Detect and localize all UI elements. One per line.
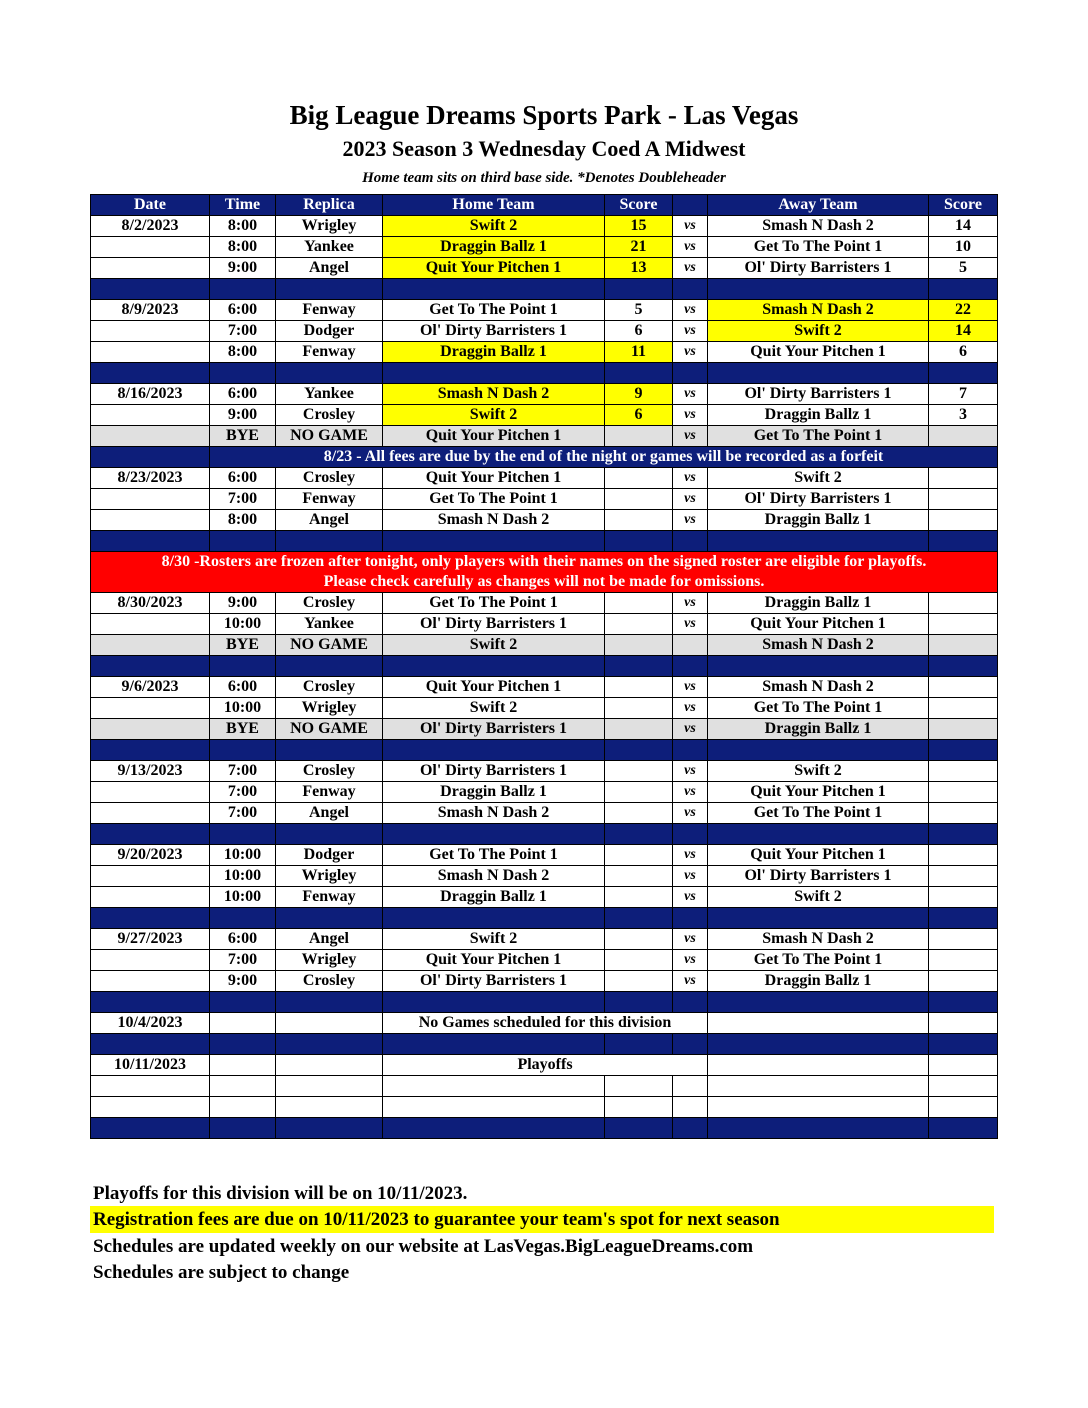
home-team-cell: Quit Your Pitchen 1 <box>383 677 605 698</box>
separator-row <box>91 531 998 552</box>
home-team-cell: Smash N Dash 2 <box>383 384 605 405</box>
replica-cell: Wrigley <box>276 866 383 887</box>
vs-cell: vs <box>673 845 708 866</box>
away-team-cell: Swift 2 <box>708 321 929 342</box>
table-row <box>91 1055 998 1076</box>
vs-cell: vs <box>673 489 708 510</box>
home-score-cell <box>605 635 673 656</box>
replica-cell: NO GAME <box>276 635 383 656</box>
away-score-cell <box>929 614 998 635</box>
home-score-cell <box>605 510 673 531</box>
table-row <box>91 405 998 426</box>
replica-cell: Crosley <box>276 971 383 992</box>
home-score-cell <box>605 677 673 698</box>
date-cell: 10/4/2023 <box>91 1013 210 1034</box>
blank-row <box>91 1076 998 1097</box>
date-cell <box>91 971 210 992</box>
home-team-cell: Quit Your Pitchen 1 <box>383 950 605 971</box>
away-team-cell: Quit Your Pitchen 1 <box>708 782 929 803</box>
table-row <box>91 342 998 363</box>
date-cell <box>91 405 210 426</box>
col-header-away-team: Away Team <box>708 195 929 216</box>
time-cell: 8:00 <box>210 216 276 237</box>
date-cell <box>91 803 210 824</box>
away-team-cell: Get To The Point 1 <box>708 237 929 258</box>
home-score-cell <box>605 866 673 887</box>
time-cell: 7:00 <box>210 321 276 342</box>
away-score-cell <box>929 698 998 719</box>
home-team-cell: Quit Your Pitchen 1 <box>383 468 605 489</box>
away-team-cell: Smash N Dash 2 <box>708 677 929 698</box>
home-team-cell: Draggin Ballz 1 <box>383 887 605 908</box>
away-team-cell: Get To The Point 1 <box>708 803 929 824</box>
away-score-cell: 5 <box>929 258 998 279</box>
schedule-table <box>90 194 998 1139</box>
replica-cell: Angel <box>276 929 383 950</box>
table-row <box>91 593 998 614</box>
replica-cell: Fenway <box>276 782 383 803</box>
home-score-cell <box>605 426 673 447</box>
footer-change-note: Schedules are subject to change <box>93 1262 350 1283</box>
replica-cell: Crosley <box>276 761 383 782</box>
roster-alert-line: 8/30 -Rosters are frozen after tonight, only players with their names on the signed roster are eligible for playoffs. <box>161 553 927 570</box>
date-cell <box>91 510 210 531</box>
table-row <box>91 677 998 698</box>
away-score-cell: 14 <box>929 216 998 237</box>
vs-cell: vs <box>673 803 708 824</box>
away-team-cell: Draggin Ballz 1 <box>708 971 929 992</box>
time-cell: BYE <box>210 719 276 740</box>
separator-row <box>91 279 998 300</box>
vs-cell: vs <box>673 887 708 908</box>
replica-cell: Fenway <box>276 342 383 363</box>
date-cell: 9/6/2023 <box>91 677 210 698</box>
vs-cell: vs <box>673 593 708 614</box>
vs-cell: vs <box>673 384 708 405</box>
date-cell <box>91 258 210 279</box>
away-score-cell <box>929 677 998 698</box>
replica-cell: Fenway <box>276 887 383 908</box>
table-row <box>91 803 998 824</box>
away-team-cell: Smash N Dash 2 <box>708 929 929 950</box>
date-cell <box>91 342 210 363</box>
home-score-cell: 5 <box>605 300 673 321</box>
bye-row <box>91 426 998 447</box>
table-row <box>91 489 998 510</box>
date-cell <box>91 237 210 258</box>
date-cell: 10/11/2023 <box>91 1055 210 1076</box>
separator-row <box>91 824 998 845</box>
table-header-row <box>91 195 998 216</box>
replica-cell: Yankee <box>276 384 383 405</box>
vs-cell: vs <box>673 321 708 342</box>
time-cell: 7:00 <box>210 761 276 782</box>
vs-cell: vs <box>673 237 708 258</box>
away-score-cell: 7 <box>929 384 998 405</box>
vs-cell: vs <box>673 866 708 887</box>
away-team-cell: Draggin Ballz 1 <box>708 593 929 614</box>
home-score-cell <box>605 489 673 510</box>
time-cell: 9:00 <box>210 405 276 426</box>
away-score-cell <box>929 887 998 908</box>
time-cell: 8:00 <box>210 237 276 258</box>
table-row <box>91 761 998 782</box>
table-row <box>91 782 998 803</box>
footer-website-note: Schedules are updated weekly on our website at LasVegas.BigLeagueDreams.com <box>93 1236 754 1257</box>
away-score-cell <box>929 489 998 510</box>
date-cell: 9/27/2023 <box>91 929 210 950</box>
time-cell: 10:00 <box>210 845 276 866</box>
schedule-note: Home team sits on third base side. *Denotes Doubleheader <box>362 170 726 186</box>
date-cell <box>91 950 210 971</box>
home-score-cell: 15 <box>605 216 673 237</box>
date-cell <box>91 887 210 908</box>
bye-row <box>91 635 998 656</box>
home-team-cell: Swift 2 <box>383 216 605 237</box>
date-cell <box>91 614 210 635</box>
away-team-cell: Smash N Dash 2 <box>708 216 929 237</box>
span-note: No Games scheduled for this division <box>383 1013 708 1034</box>
away-team-cell: Get To The Point 1 <box>708 426 929 447</box>
home-score-cell <box>605 468 673 489</box>
table-row <box>91 468 998 489</box>
time-cell: BYE <box>210 635 276 656</box>
replica-cell: Yankee <box>276 237 383 258</box>
table-row <box>91 510 998 531</box>
home-team-cell: Draggin Ballz 1 <box>383 237 605 258</box>
away-team-cell: Smash N Dash 2 <box>708 300 929 321</box>
date-cell: 8/23/2023 <box>91 468 210 489</box>
away-team-cell: Draggin Ballz 1 <box>708 510 929 531</box>
replica-cell: Dodger <box>276 321 383 342</box>
away-score-cell: 22 <box>929 300 998 321</box>
away-score-cell <box>929 950 998 971</box>
replica-cell: Crosley <box>276 405 383 426</box>
home-team-cell: Get To The Point 1 <box>383 300 605 321</box>
time-cell: 7:00 <box>210 489 276 510</box>
separator-row <box>91 992 998 1013</box>
home-team-cell: Ol' Dirty Barristers 1 <box>383 761 605 782</box>
home-score-cell <box>605 719 673 740</box>
date-cell <box>91 489 210 510</box>
replica-cell: Crosley <box>276 468 383 489</box>
schedule-body <box>91 216 998 1139</box>
home-team-cell: Smash N Dash 2 <box>383 803 605 824</box>
time-cell: BYE <box>210 426 276 447</box>
away-score-cell <box>929 929 998 950</box>
fees-notice-row <box>91 447 998 468</box>
date-cell: 8/30/2023 <box>91 593 210 614</box>
vs-cell: vs <box>673 719 708 740</box>
away-team-cell: Draggin Ballz 1 <box>708 719 929 740</box>
home-score-cell <box>605 782 673 803</box>
time-cell: 7:00 <box>210 782 276 803</box>
table-row <box>91 614 998 635</box>
vs-cell: vs <box>673 342 708 363</box>
away-team-cell: Quit Your Pitchen 1 <box>708 845 929 866</box>
col-header-away-score: Score <box>929 195 998 216</box>
home-score-cell: 9 <box>605 384 673 405</box>
date-cell <box>91 698 210 719</box>
away-score-cell: 14 <box>929 321 998 342</box>
away-score-cell <box>929 845 998 866</box>
home-score-cell <box>605 929 673 950</box>
time-cell: 10:00 <box>210 866 276 887</box>
date-cell: 8/2/2023 <box>91 216 210 237</box>
separator-row <box>91 363 998 384</box>
replica-cell: Crosley <box>276 677 383 698</box>
replica-cell: NO GAME <box>276 719 383 740</box>
replica-cell: Angel <box>276 258 383 279</box>
col-header-home-score: Score <box>605 195 673 216</box>
time-cell: 9:00 <box>210 971 276 992</box>
home-score-cell: 11 <box>605 342 673 363</box>
separator-row <box>91 908 998 929</box>
bye-row <box>91 719 998 740</box>
vs-cell: vs <box>673 300 708 321</box>
vs-cell <box>673 635 708 656</box>
time-cell: 9:00 <box>210 258 276 279</box>
away-score-cell: 6 <box>929 342 998 363</box>
span-note: Playoffs <box>383 1055 708 1076</box>
away-team-cell: Quit Your Pitchen 1 <box>708 614 929 635</box>
home-team-cell: Get To The Point 1 <box>383 845 605 866</box>
home-score-cell <box>605 845 673 866</box>
away-score-cell <box>929 635 998 656</box>
col-header-date: Date <box>91 195 210 216</box>
home-team-cell: Ol' Dirty Barristers 1 <box>383 321 605 342</box>
time-cell: 7:00 <box>210 803 276 824</box>
away-team-cell: Draggin Ballz 1 <box>708 405 929 426</box>
table-row <box>91 300 998 321</box>
home-score-cell: 13 <box>605 258 673 279</box>
vs-cell: vs <box>673 698 708 719</box>
replica-cell: Angel <box>276 510 383 531</box>
table-row <box>91 384 998 405</box>
col-header-home-team: Home Team <box>383 195 605 216</box>
away-team-cell: Smash N Dash 2 <box>708 635 929 656</box>
vs-cell: vs <box>673 677 708 698</box>
time-cell: 6:00 <box>210 677 276 698</box>
away-team-cell: Swift 2 <box>708 887 929 908</box>
vs-cell: vs <box>673 614 708 635</box>
away-score-cell: 3 <box>929 405 998 426</box>
table-row <box>91 1013 998 1034</box>
table-row <box>91 845 998 866</box>
vs-cell: vs <box>673 258 708 279</box>
away-team-cell: Quit Your Pitchen 1 <box>708 342 929 363</box>
roster-alert <box>91 552 998 593</box>
time-cell: 10:00 <box>210 887 276 908</box>
away-score-cell <box>929 761 998 782</box>
vs-cell: vs <box>673 761 708 782</box>
home-team-cell: Swift 2 <box>383 635 605 656</box>
fees-notice: 8/23 - All fees are due by the end of the night or games will be recorded as a forfeit <box>210 447 998 468</box>
replica-cell: Wrigley <box>276 950 383 971</box>
home-team-cell: Ol' Dirty Barristers 1 <box>383 719 605 740</box>
vs-cell: vs <box>673 510 708 531</box>
vs-cell: vs <box>673 971 708 992</box>
home-team-cell: Draggin Ballz 1 <box>383 782 605 803</box>
col-header-time: Time <box>210 195 276 216</box>
replica-cell: Crosley <box>276 593 383 614</box>
home-team-cell: Draggin Ballz 1 <box>383 342 605 363</box>
replica-cell: Dodger <box>276 845 383 866</box>
table-row <box>91 258 998 279</box>
table-row <box>91 698 998 719</box>
away-team-cell: Ol' Dirty Barristers 1 <box>708 384 929 405</box>
time-cell: 6:00 <box>210 300 276 321</box>
home-score-cell <box>605 614 673 635</box>
away-score-cell <box>929 803 998 824</box>
home-score-cell <box>605 593 673 614</box>
date-cell <box>91 426 210 447</box>
away-score-cell <box>929 866 998 887</box>
table-row <box>91 950 998 971</box>
replica-cell: Fenway <box>276 300 383 321</box>
home-team-cell: Quit Your Pitchen 1 <box>383 258 605 279</box>
vs-cell: vs <box>673 782 708 803</box>
separator-row <box>91 656 998 677</box>
table-row <box>91 237 998 258</box>
table-row <box>91 216 998 237</box>
vs-cell: vs <box>673 950 708 971</box>
vs-cell: vs <box>673 929 708 950</box>
table-row <box>91 929 998 950</box>
time-cell: 6:00 <box>210 468 276 489</box>
away-team-cell: Swift 2 <box>708 468 929 489</box>
date-cell <box>91 321 210 342</box>
home-team-cell: Smash N Dash 2 <box>383 510 605 531</box>
home-team-cell: Smash N Dash 2 <box>383 866 605 887</box>
home-score-cell <box>605 971 673 992</box>
home-team-cell: Swift 2 <box>383 405 605 426</box>
home-team-cell: Quit Your Pitchen 1 <box>383 426 605 447</box>
time-cell: 6:00 <box>210 384 276 405</box>
time-cell: 10:00 <box>210 614 276 635</box>
vs-cell: vs <box>673 426 708 447</box>
home-team-cell: Get To The Point 1 <box>383 489 605 510</box>
replica-cell: Fenway <box>276 489 383 510</box>
home-team-cell: Ol' Dirty Barristers 1 <box>383 614 605 635</box>
home-team-cell: Swift 2 <box>383 698 605 719</box>
away-team-cell: Ol' Dirty Barristers 1 <box>708 866 929 887</box>
home-score-cell <box>605 887 673 908</box>
replica-cell: Wrigley <box>276 698 383 719</box>
footer-playoffs-note: Playoffs for this division will be on 10/11/2023. <box>93 1183 468 1204</box>
replica-cell: NO GAME <box>276 426 383 447</box>
page-title: Big League Dreams Sports Park - Las Vegas <box>289 100 799 130</box>
date-cell <box>91 635 210 656</box>
home-score-cell: 21 <box>605 237 673 258</box>
home-score-cell <box>605 761 673 782</box>
away-score-cell <box>929 782 998 803</box>
vs-cell: vs <box>673 405 708 426</box>
away-score-cell <box>929 971 998 992</box>
separator-row <box>91 1118 998 1139</box>
vs-cell: vs <box>673 216 708 237</box>
date-cell <box>91 719 210 740</box>
home-score-cell: 6 <box>605 321 673 342</box>
home-score-cell: 6 <box>605 405 673 426</box>
away-score-cell <box>929 510 998 531</box>
away-team-cell: Ol' Dirty Barristers 1 <box>708 489 929 510</box>
roster-alert-line: Please check carefully as changes will not be made for omissions. <box>323 573 765 590</box>
home-team-cell: Ol' Dirty Barristers 1 <box>383 971 605 992</box>
away-team-cell: Get To The Point 1 <box>708 698 929 719</box>
away-team-cell: Ol' Dirty Barristers 1 <box>708 258 929 279</box>
away-score-cell <box>929 719 998 740</box>
home-score-cell <box>605 950 673 971</box>
replica-cell: Angel <box>276 803 383 824</box>
date-cell <box>91 782 210 803</box>
date-cell <box>91 866 210 887</box>
away-score-cell: 10 <box>929 237 998 258</box>
time-cell: 7:00 <box>210 950 276 971</box>
away-team-cell: Get To The Point 1 <box>708 950 929 971</box>
replica-cell: Yankee <box>276 614 383 635</box>
date-cell: 8/9/2023 <box>91 300 210 321</box>
table-row <box>91 971 998 992</box>
footer-registration-note: Registration fees are due on 10/11/2023 to guarantee your team's spot for next season <box>90 1206 994 1233</box>
table-row <box>91 866 998 887</box>
home-team-cell: Get To The Point 1 <box>383 593 605 614</box>
away-team-cell: Swift 2 <box>708 761 929 782</box>
page-subtitle: 2023 Season 3 Wednesday Coed A Midwest <box>342 136 746 161</box>
time-cell: 8:00 <box>210 510 276 531</box>
roster-alert-row <box>91 552 998 593</box>
date-cell: 9/13/2023 <box>91 761 210 782</box>
away-score-cell <box>929 593 998 614</box>
separator-row <box>91 740 998 761</box>
time-cell: 10:00 <box>210 698 276 719</box>
vs-cell: vs <box>673 468 708 489</box>
home-score-cell <box>605 803 673 824</box>
table-row <box>91 887 998 908</box>
separator-row <box>91 1034 998 1055</box>
home-team-cell: Swift 2 <box>383 929 605 950</box>
home-score-cell <box>605 698 673 719</box>
date-cell: 8/16/2023 <box>91 384 210 405</box>
away-score-cell <box>929 468 998 489</box>
date-cell: 9/20/2023 <box>91 845 210 866</box>
replica-cell: Wrigley <box>276 216 383 237</box>
table-row <box>91 321 998 342</box>
time-cell: 8:00 <box>210 342 276 363</box>
away-score-cell <box>929 426 998 447</box>
col-header-vs <box>673 195 708 216</box>
col-header-replica: Replica <box>276 195 383 216</box>
time-cell: 6:00 <box>210 929 276 950</box>
blank-row <box>91 1097 998 1118</box>
time-cell: 9:00 <box>210 593 276 614</box>
